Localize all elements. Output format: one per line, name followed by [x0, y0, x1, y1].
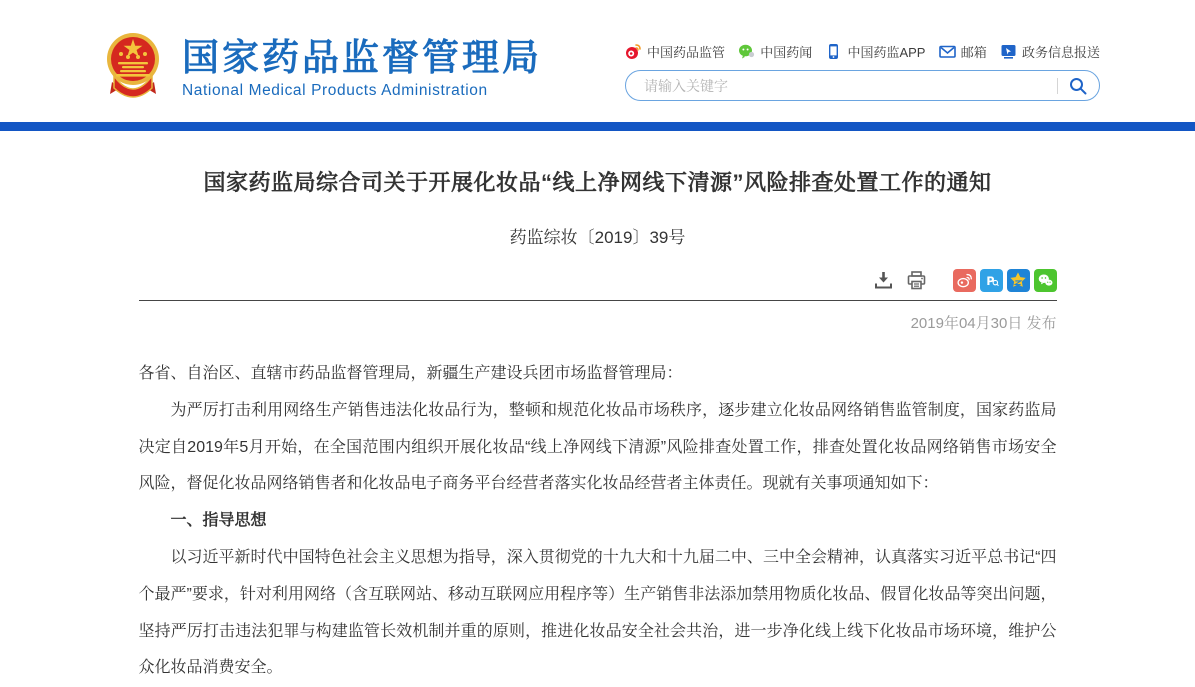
share-group	[953, 269, 1057, 292]
mail-icon	[939, 43, 956, 60]
body-paragraph: 为严厉打击利用网络生产销售违法化妆品行为，整顿和规范化妆品市场秩序，逐步建立化妆品网络销售监管制度，国家药监局决定自2019年5月开始，在全国范围内组织开展化妆品“线上净网线下清源”风险排查处置工作，排查处置化妆品网络销售市场安全风险，督促化妆品网络销售者和化妆品电子商务平台经营者落实化妆品经营者主体责任。现就有关事项通知如下：	[138, 401, 1057, 493]
print-icon[interactable]	[906, 270, 927, 291]
link-weibo[interactable]	[625, 42, 725, 61]
weibo-icon	[625, 43, 642, 60]
svg-text:P: P	[985, 274, 995, 288]
quick-links	[625, 40, 1100, 62]
link-wechat[interactable]	[738, 42, 812, 61]
link-wechat-label: 中国药闻	[760, 44, 813, 60]
weibo-share-icon[interactable]	[953, 269, 976, 292]
doc-number: 药监综妆〔2019〕39号	[509, 228, 686, 247]
title-divider	[139, 300, 1057, 301]
qzone-share-icon[interactable]	[1007, 269, 1030, 292]
download-icon[interactable]	[873, 270, 894, 291]
section-heading: 一、指导思想	[170, 512, 267, 530]
header-divider-bar	[0, 122, 1195, 131]
site-name: 国家药品监督管理局	[182, 37, 542, 79]
link-mail-label: 邮箱	[960, 44, 987, 60]
link-app[interactable]	[825, 42, 925, 61]
wechat-share-icon[interactable]	[1034, 269, 1057, 292]
site-name-en: National Medical Products Administration	[182, 81, 488, 99]
link-weibo-label: 中国药品监管	[647, 44, 726, 60]
phone-icon	[825, 43, 842, 60]
article-title: 国家药监局综合司关于开展化妆品“线上净网线下清源”风险排查处置工作的通知	[203, 170, 992, 195]
salutation-paragraph: 各省、自治区、直辖市药品监督管理局，新疆生产建设兵团市场监督管理局：	[138, 365, 683, 382]
brand-text	[182, 38, 542, 100]
link-mail[interactable]	[939, 42, 987, 61]
header-utils	[625, 40, 1100, 101]
publish-date: 2019年04月30日 发布	[910, 315, 1057, 332]
site-header	[0, 0, 1195, 122]
action-row	[139, 268, 1057, 292]
article-body	[139, 356, 1057, 687]
search-input[interactable]	[644, 78, 1057, 94]
search-bar	[625, 70, 1100, 101]
search-icon	[1067, 75, 1089, 97]
search-divider	[1057, 78, 1058, 94]
body-paragraph: 以习近平新时代中国特色社会主义思想为指导，深入贯彻党的十九大和十九届二中、三中全会精神，认真落实习近平总书记“四个最严”要求，针对利用网络（含互联网站、移动互联网应用程序等）生产销售非法添加禁用物质化妆品、假冒化妆品等突出问题，坚持严厉打击违法犯罪与构建监管长效机制并重的原则，推进化妆品安全社会共治，进一步净化线上线下化妆品市场环境，维护公众化妆品消费安全。	[138, 548, 1057, 677]
wechat-icon	[738, 43, 755, 60]
article	[139, 164, 1057, 687]
brand[interactable]	[104, 32, 542, 106]
national-emblem-icon	[104, 32, 162, 106]
search-button[interactable]	[1067, 75, 1089, 97]
link-report-label: 政务信息报送	[1021, 44, 1100, 60]
link-app-label: 中国药监APP	[847, 44, 926, 60]
link-report[interactable]	[1000, 42, 1100, 61]
baidu-share-icon[interactable]	[980, 269, 1003, 292]
monitor-icon	[1000, 43, 1017, 60]
